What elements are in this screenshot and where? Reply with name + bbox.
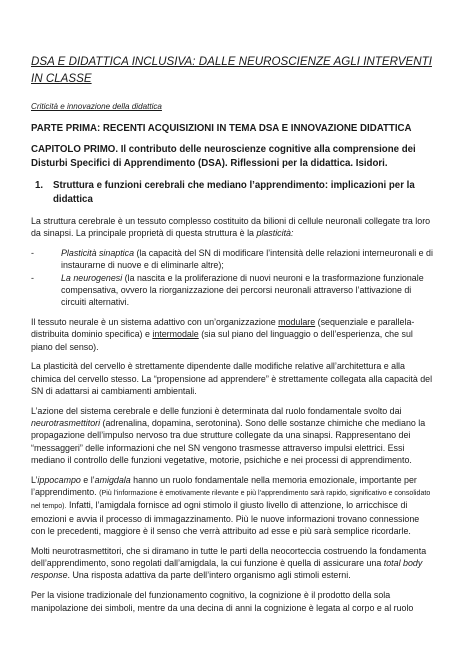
document-title: DSA E DIDATTICA INCLUSIVA: DALLE NEUROSCIENZE AGLI INTERVENTI IN CLASSE	[31, 55, 432, 85]
part-heading: PARTE PRIMA: RECENTI ACQUISIZIONI IN TEMA DSA E INNOVAZIONE DIDATTICA	[31, 123, 412, 134]
chapter-heading: CAPITOLO PRIMO. Il contributo delle neuroscienze cognitive alla comprensione dei Disturbi Specifici di Apprendimento (DSA). Riflessioni per la didattica. Isidori.	[31, 144, 416, 169]
paragraph-3: La plasticità del cervello è strettamente dipendente dalle modifiche relative all’architettura e alla chimica del cervello stesso. La “propensione ad apprendere” è strettamente collegata alla capacità del SN di adattarsi ai cambiamenti ambientali.	[31, 361, 433, 397]
plasticity-list	[31, 247, 434, 308]
list-item: - Plasticità sinaptica (la capacità del SN di modificare l’intensità delle relazioni interneuronali e di instaurarne di nuove e di eliminarle altre);	[31, 248, 433, 271]
paragraph-6: Molti neurotrasmettitori, che si diramano in tutte le parti della neocorteccia costruendo la fondamenta dell’apprendimento, sono regolati dall’amigdala, la cui funzione è quella di assicurare una total body response. Una risposta adattiva da parte dell’intero organismo agli stimoli esterni.	[31, 545, 427, 581]
paragraph-4: L’azione del sistema cerebrale e delle funzioni è determinata dal ruolo fondamentale svolto dai neurotrasmettitori (adrenalina, dopamina, serotonina). Sono delle sostanze chimiche che mediano la propagazione dell’impulso nervoso tra due strutture collegate da una sinapsi. Rappresentano dei “messaggeri” delle informazioni che nel SN vengono trasmesse attraverso impulsi elettrici. Essi mediano il controllo delle funzioni vegetative, motorie, psichiche e nei processi di apprendimento.	[31, 405, 426, 466]
paragraph-7: Per la visione tradizionale del funzionamento cognitivo, la cognizione è il prodotto della sola manipolazione dei simboli, mentre da una decina di anni la cognizione è legata al corpo e al ruolo	[31, 590, 414, 613]
section-number: 1.	[35, 180, 44, 191]
document-subtitle: Criticità e innovazione della didattica	[31, 102, 162, 111]
paragraph-5: L’ippocampo e l’amigdala hanno un ruolo fondamentale nella memoria emozionale, importante per l’apprendimento. (Più l’informazione è emotivamente rilevante e più l’apprendimento sarà rapido, significativo e consolidato nel tempo). Infatti, l’amigdala fornisce ad ogni stimolo il giusto livello di attenzione, lo arricchisce di emozioni e avvia il processo di immagazzinamento. Più le nuove informazioni trovano connessione con le precedenti, maggiore è il senso che verrà attribuito ad esse e più sarà semplice ricordarle.	[31, 474, 431, 537]
paragraph-1: La struttura cerebrale è un tessuto complesso costituito da bilioni di cellule neuronali collegate tra loro da sinapsi. La principale proprietà di questa struttura è la plasticità:	[31, 216, 431, 239]
list-item: - La neurogenesi (la nascita e la proliferazione di nuovi neuroni e la trasformazione funzionale compensativa, ovvero la riorganizzazione dei percorsi neuronali attraverso l’attivazione di circuiti alternativi.	[31, 272, 424, 308]
section-title: Struttura e funzioni cerebrali che mediano l’apprendimento: implicazioni per la didattica	[53, 180, 415, 205]
paragraph-2: Il tessuto neurale è un sistema adattivo con un’organizzazione modulare (sequenziale e parallela-distribuita dominio specifica) e intermodale (sia sul piano del linguaggio o dell’esperienza, che sul piano del senso).	[31, 317, 415, 352]
section-heading	[31, 179, 434, 206]
